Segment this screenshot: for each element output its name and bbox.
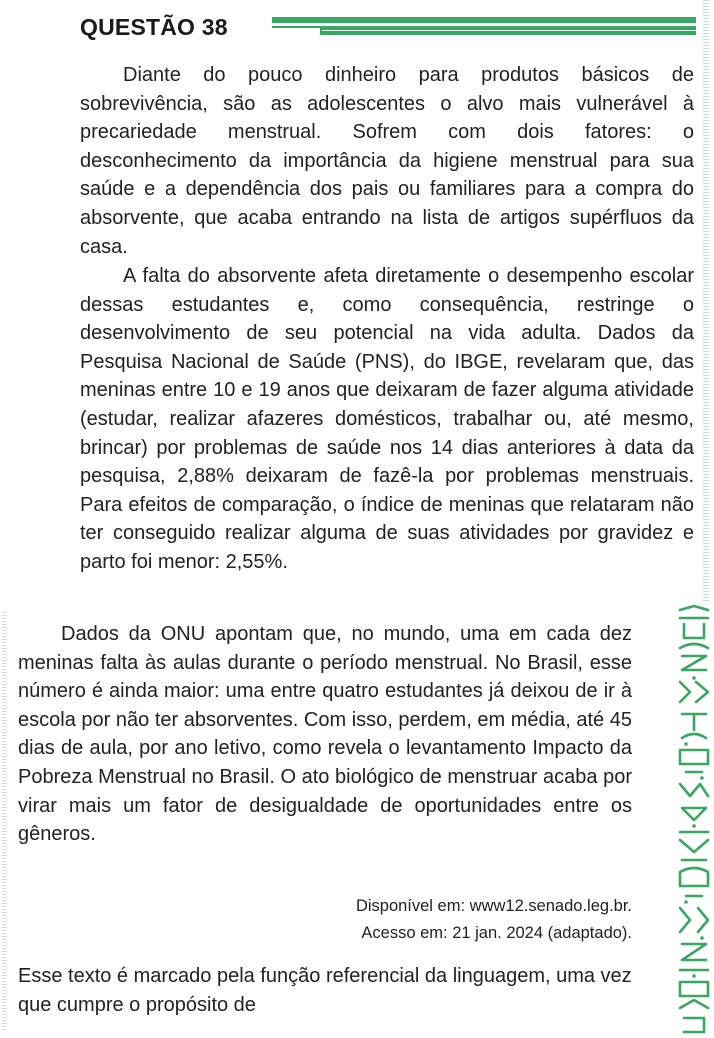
decorative-side-art xyxy=(676,604,712,1036)
green-bar-highlight xyxy=(322,30,696,31)
side-security-strip-left xyxy=(2,612,7,1032)
question-title: QUESTÃO 38 xyxy=(80,14,228,40)
source-line-1: Disponível em: www12.senado.leg.br. xyxy=(355,897,632,915)
green-bar-thin xyxy=(272,26,322,28)
question-prompt: Esse texto é marcado pela função referencial da linguagem, uma vez que cumpre o propósito de xyxy=(18,965,632,1016)
source-line-2: Acesso em: 21 jan. 2024 (adaptado). xyxy=(361,924,632,942)
text1-paragraph-1: Diante do pouco dinheiro para produtos básicos de sobrevivência, são as adolescentes o alvo mais vulnerável à precariedade menstrual. Sofrem com dois fatores: o desconhecimento da importância da higiene menstrual para sua saúde e a dependência dos pais ou familiares para a compra do absorvente, que acaba entrando na lista de artigos supérfluos da casa. xyxy=(80,64,694,258)
source-citation xyxy=(200,893,632,947)
text1-paragraph-2: A falta do absorvente afeta diretamente o desempenho escolar dessas estudantes e, como consequência, restringe o desenvolvimento de seu potencial na vida adulta. Dados da Pesquisa Nacional de Saúde (PNS), do IBGE, revelaram que, das meninas entre 10 e 19 anos que deixaram de fazer alguma atividade (estudar, realizar afazeres domésticos, trabalhar ou, até mesmo, brincar) por problemas de saúde nos 14 dias anteriores à data da pesquisa, 2,88% deixaram de fazê-la por problemas menstruais. Para efeitos de comparação, o índice de meninas que relataram não ter conseguido realizar alguma de suas atividades por gravidez e parto foi menor: 2,55%. xyxy=(80,265,694,573)
text2-paragraph-1: Dados da ONU apontam que, no mundo, uma em cada dez meninas falta às aulas durante o período menstrual. No Brasil, esse número é ainda maior: uma entre quatro estudantes já deixou de ir à escola por não ter absorventes. Com isso, perdem, em média, até 45 dias de aula, por ano letivo, como revela o levantamento Impacto da Pobreza Menstrual no Brasil. O ato biológico de menstruar acaba por virar mais um fator de desigualdade de oportunidades entre os gêneros. xyxy=(18,623,632,846)
green-bar-top xyxy=(272,17,696,23)
question-header xyxy=(80,10,696,46)
side-security-strip-top xyxy=(703,0,709,602)
title-decorative-bars xyxy=(272,17,696,39)
